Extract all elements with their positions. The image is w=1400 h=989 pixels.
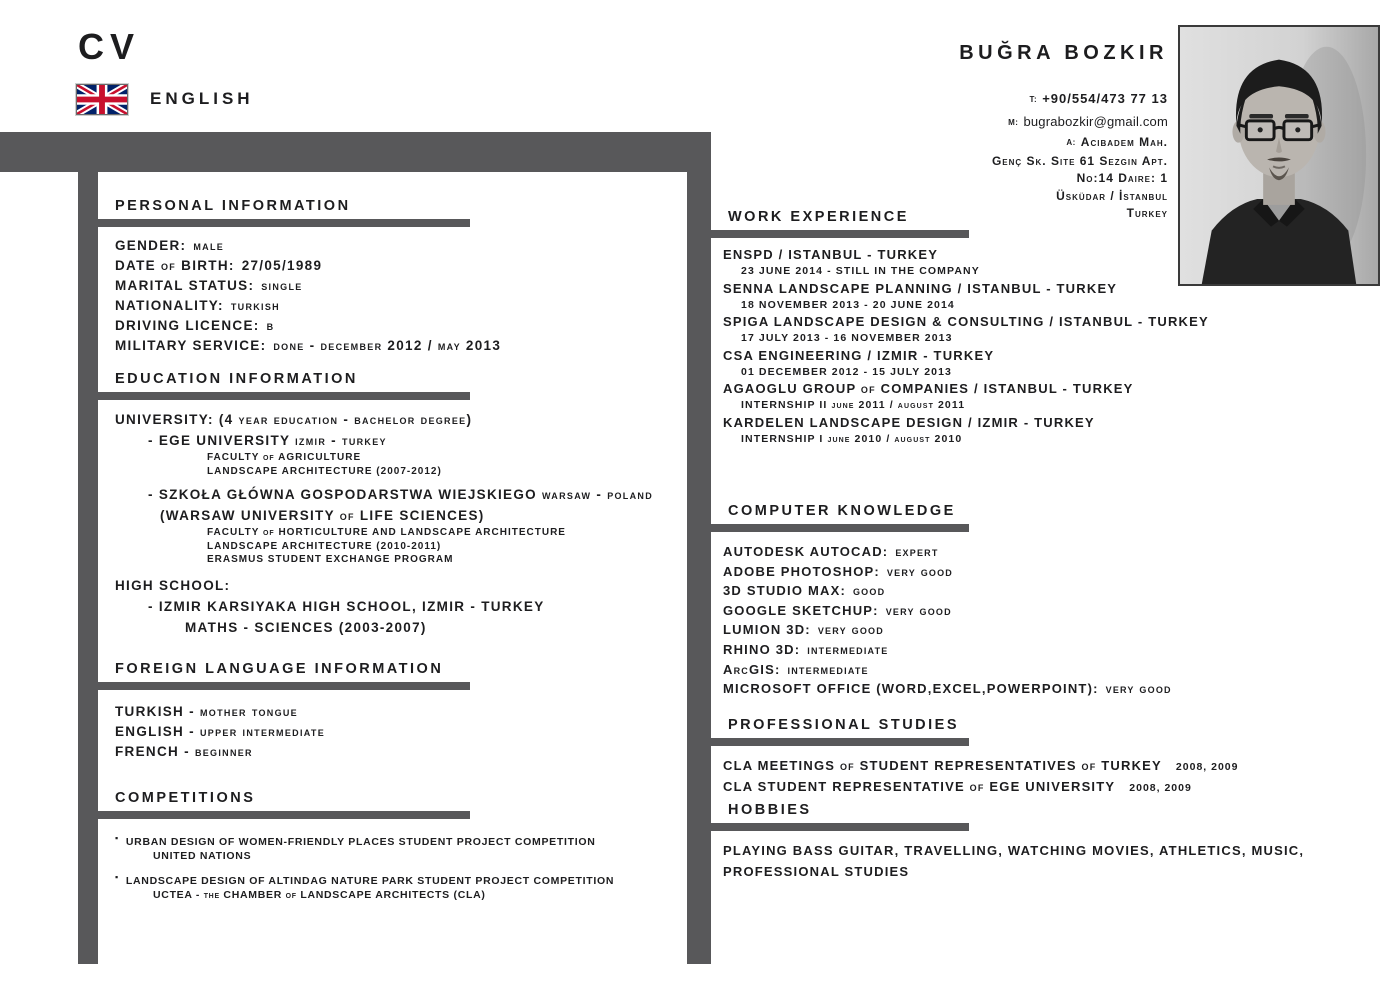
skill-row: AUTODESK AUTOCAD: expert [723, 544, 939, 559]
section-underline [711, 823, 969, 831]
section-underline [98, 811, 470, 819]
personal-row-nationality: NATIONALITY: turkish [115, 298, 280, 313]
contact-address-line: Genç Sk. Site 61 Sezgin Apt. [991, 153, 1168, 168]
section-work-experience [711, 209, 1371, 447]
personal-row-military: MILITARY SERVICE: done - december 2012 / may 2013 [115, 338, 502, 353]
bullet-icon: ▪ [115, 872, 119, 882]
work-entry: CSA ENGINEERING / IZMIR - TURKEY 01 DECEMBER 2012 - 15 JULY 2013 [723, 347, 995, 378]
skill-row: ArcGIS: intermediate [723, 661, 869, 677]
section-heading: EDUCATION INFORMATION [115, 371, 358, 387]
education-row: MATHS - SCIENCES (2003-2007) [185, 619, 427, 635]
section-heading: COMPETITIONS [115, 790, 256, 806]
section-personal-information [98, 198, 698, 356]
section-underline [98, 219, 470, 227]
language-row: TURKISH - mother tongue [115, 704, 298, 719]
contact-address-line: Turkey [1126, 206, 1168, 220]
hobbies-text: PLAYING BASS GUITAR, TRAVELLING, WATCHING MOVIES, ATHLETICS, MUSIC, PROFESSIONAL STUDIES [723, 843, 1305, 879]
language-indicator [76, 84, 254, 115]
uk-flag-icon [76, 84, 128, 115]
skill-row: LUMION 3D: very good [723, 622, 884, 638]
competition-item: ▪ LANDSCAPE DESIGN OF ALTINDAG NATURE PARK STUDENT PROJECT COMPETITION UCTEA - the CHAMBER of LANDSCAPE ARCHITECTS (CLA) [115, 870, 698, 902]
professional-row: CLA MEETINGS of STUDENT REPRESENTATIVES of TURKEY 2008, 2009 [723, 758, 1239, 773]
education-row: - EGE UNIVERSITY izmir - turkey [148, 433, 387, 448]
contact-address-line: A: Acibadem Mah. [1066, 135, 1168, 149]
contact-block [992, 88, 1168, 223]
section-competitions [98, 790, 698, 909]
education-row: (WARSAW UNIVERSITY of LIFE SCIENCES) [160, 508, 485, 523]
competition-item: ▪ URBAN DESIGN OF WOMEN-FRIENDLY PLACES STUDENT PROJECT COMPETITION UNITED NATIONS [115, 831, 698, 863]
section-education-information [98, 371, 698, 638]
work-entry: ENSPD / ISTANBUL - TURKEY 23 JUNE 2014 - STILL IN THE COMPANY [723, 247, 980, 277]
personal-row-marital: MARITAL STATUS: single [115, 278, 303, 293]
skill-row: 3D STUDIO MAX: good [723, 583, 886, 599]
section-underline [711, 230, 969, 238]
education-detail: FACULTY of AGRICULTURE [207, 452, 362, 463]
section-foreign-languages [98, 661, 698, 762]
email-prefix: M: [1008, 118, 1019, 127]
contact-address-line: No:14 Daire: 1 [1076, 171, 1168, 185]
language-row: ENGLISH - upper intermediate [115, 724, 325, 739]
work-entry: KARDELEN LANDSCAPE DESIGN / IZMIR - TURKEY INTERNSHIP I june 2010 / august 2010 [723, 414, 1095, 445]
language-label: ENGLISH [150, 88, 254, 108]
section-heading: COMPUTER KNOWLEDGE [728, 503, 956, 519]
top-divider-bar [0, 132, 711, 172]
work-entry: AGAOGLU GROUP of COMPANIES / ISTANBUL - TURKEY INTERNSHIP II june 2011 / august 2011 [723, 381, 1134, 411]
professional-row: CLA STUDENT REPRESENTATIVE of EGE UNIVERSITY 2008, 2009 [723, 779, 1192, 794]
section-underline [98, 392, 470, 400]
person-name: BUĞRA BOZKIR [959, 42, 1168, 64]
section-heading: PERSONAL INFORMATION [115, 198, 351, 214]
education-row-highschool: HIGH SCHOOL: [115, 577, 231, 593]
phone-prefix: T: [1029, 95, 1038, 104]
skill-row: MICROSOFT OFFICE (WORD,EXCEL,POWERPOINT): very good [723, 681, 1172, 697]
page-title: CV [78, 26, 141, 67]
skill-row: ADOBE PHOTOSHOP: very good [723, 563, 954, 579]
bullet-icon: ▪ [115, 833, 119, 843]
education-detail: LANDSCAPE ARCHITECTURE (2007-2012) [207, 465, 442, 477]
competition-organizer: UNITED NATIONS [153, 850, 252, 862]
contact-address-line: Üsküdar / İstanbul [1056, 188, 1168, 203]
section-underline [711, 524, 969, 532]
personal-row-birth: DATE of BIRTH: 27/05/1989 [115, 258, 323, 273]
section-heading: PROFESSIONAL STUDIES [728, 717, 960, 733]
section-underline [98, 682, 470, 690]
education-detail: ERASMUS STUDENT EXCHANGE PROGRAM [207, 554, 454, 565]
skill-row: RHINO 3D: intermediate [723, 641, 889, 657]
section-heading: FOREIGN LANGUAGE INFORMATION [115, 661, 444, 677]
personal-row-licence: DRIVING LICENCE: b [115, 318, 275, 333]
contact-phone: T: +90/554/473 77 13 [1029, 91, 1168, 106]
education-detail: LANDSCAPE ARCHITECTURE (2010-2011) [207, 540, 442, 552]
work-entry: SPIGA LANDSCAPE DESIGN & CONSULTING / ISTANBUL - TURKEY 17 JULY 2013 - 16 NOVEMBER 2013 [723, 314, 1209, 344]
section-hobbies [711, 802, 1371, 882]
section-heading: WORK EXPERIENCE [728, 209, 909, 225]
education-row: - IZMIR KARSIYAKA HIGH SCHOOL, IZMIR - TURKEY [148, 598, 545, 614]
education-row: - SZKOŁA GŁÓWNA GOSPODARSTWA WIEJSKIEGO warsaw - poland [148, 487, 653, 502]
personal-row-gender: GENDER: male [115, 238, 225, 253]
section-underline [711, 738, 969, 746]
left-column-spine [78, 172, 98, 964]
education-row: UNIVERSITY: (4 year education - bachelor degree) [115, 412, 473, 427]
language-row: FRENCH - beginner [115, 744, 253, 759]
education-detail: FACULTY of HORTICULTURE AND LANDSCAPE ARCHITECTURE [207, 527, 566, 538]
years-badge: 2008, 2009 [1175, 761, 1239, 773]
section-heading: HOBBIES [728, 802, 812, 818]
skill-row: GOOGLE SKETCHUP: very good [723, 602, 952, 618]
section-computer-knowledge [711, 503, 1371, 699]
work-entry: SENNA LANDSCAPE PLANNING / ISTANBUL - TURKEY 18 NOVEMBER 2013 - 20 JUNE 2014 [723, 280, 1118, 311]
address-prefix: A: [1066, 138, 1076, 147]
contact-email: M: bugrabozkir@gmail.com [1008, 114, 1168, 129]
section-professional-studies [711, 717, 1371, 798]
competition-organizer: UCTEA - the CHAMBER of LANDSCAPE ARCHITECTS (CLA) [153, 889, 486, 901]
years-badge: 2008, 2009 [1129, 782, 1192, 794]
